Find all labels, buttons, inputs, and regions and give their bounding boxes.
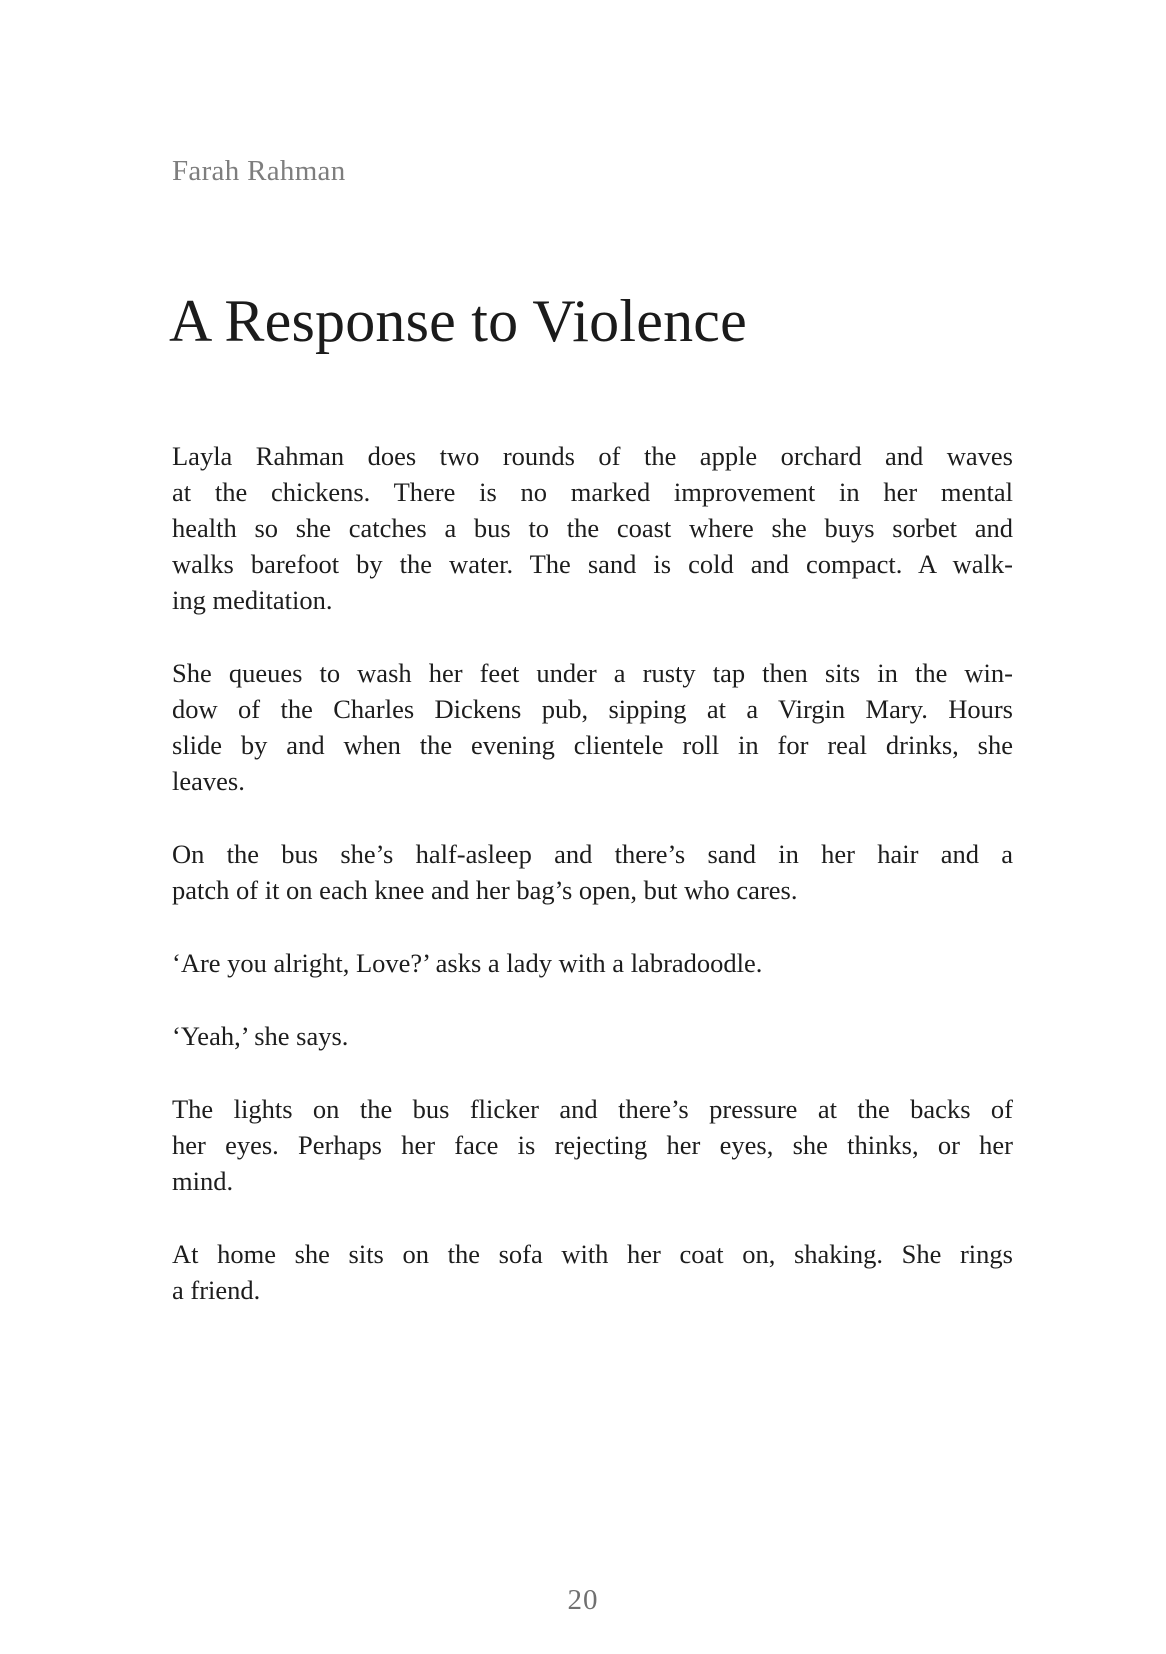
- story-line: Layla Rahman does two rounds of the apple orchard and waves: [172, 441, 1013, 471]
- page-number: 20: [567, 1584, 599, 1616]
- story-title: A Response to Violence: [169, 288, 747, 354]
- story-line: health so she catches a bus to the coast where she buys sorbet and: [172, 513, 1013, 543]
- story-paragraph: [172, 945, 1013, 981]
- story-line: walks barefoot by the water. The sand is cold and compact. A walk-: [172, 549, 1013, 579]
- running-header-author: Farah Rahman: [172, 155, 346, 187]
- story-line: At home she sits on the sofa with her coat on, shaking. She rings: [172, 1239, 1013, 1269]
- story-paragraph: [172, 1091, 1013, 1199]
- story-line: On the bus she’s half-asleep and there’s sand in her hair and a: [172, 839, 1013, 869]
- story-line: leaves.: [172, 766, 245, 796]
- story-line: a friend.: [172, 1275, 261, 1305]
- story-paragraph: [172, 1236, 1013, 1308]
- story-line: ing meditation.: [172, 585, 333, 615]
- story-paragraph: [172, 1018, 1013, 1054]
- story-line: at the chickens. There is no marked improvement in her mental: [172, 477, 1013, 507]
- story-line: slide by and when the evening clientele roll in for real drinks, she: [172, 730, 1013, 760]
- story-line: She queues to wash her feet under a rusty tap then sits in the win-: [172, 658, 1013, 688]
- story-paragraph: [172, 655, 1013, 799]
- story-paragraph: [172, 836, 1013, 908]
- story-line: mind.: [172, 1166, 234, 1196]
- story-paragraph: [172, 438, 1013, 618]
- story-body: [172, 438, 1013, 1345]
- story-line: The lights on the bus flicker and there’s pressure at the backs of: [172, 1094, 1013, 1124]
- story-line: ‘Are you alright, Love?’ asks a lady with a labradoodle.: [172, 948, 763, 978]
- story-line: her eyes. Perhaps her face is rejecting her eyes, she thinks, or her: [172, 1130, 1013, 1160]
- story-line: ‘Yeah,’ she says.: [172, 1021, 349, 1051]
- story-line: patch of it on each knee and her bag’s open, but who cares.: [172, 875, 798, 905]
- story-line: dow of the Charles Dickens pub, sipping at a Virgin Mary. Hours: [172, 694, 1013, 724]
